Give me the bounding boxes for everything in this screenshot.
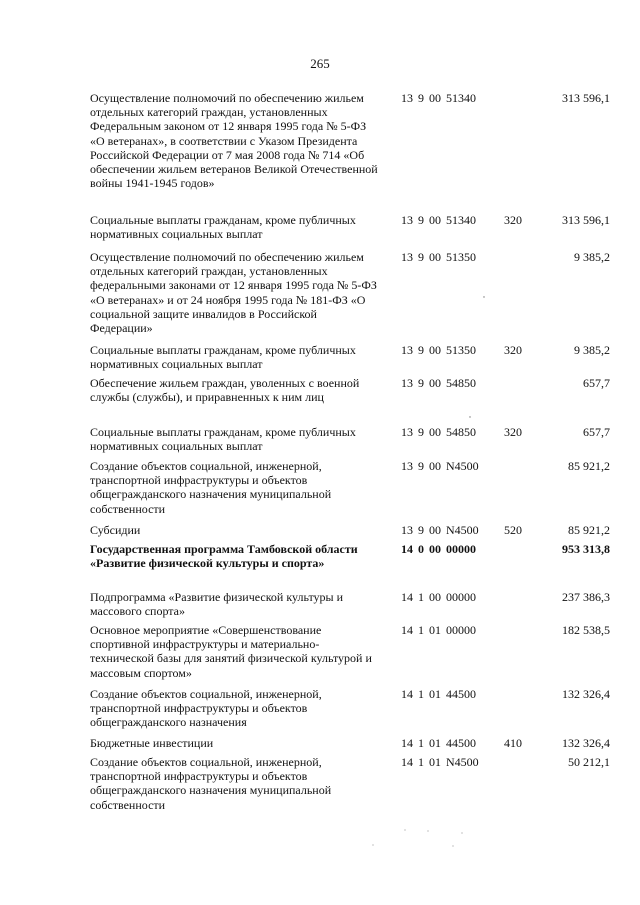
row-amount: 657,7 xyxy=(583,376,610,390)
row-code: 13 9 00 51340 xyxy=(401,213,476,227)
page-number: 265 xyxy=(310,56,330,71)
row-name: Социальные выплаты гражданам, кроме публичных нормативных социальных выплат xyxy=(90,425,356,454)
row-name: Социальные выплаты гражданам, кроме публичных нормативных социальных выплат xyxy=(90,343,356,372)
row-amount: 313 596,1 xyxy=(562,91,610,105)
row-code: 13 9 00 N4500 xyxy=(401,459,479,473)
row-name: Государственная программа Тамбовской области «Развитие физической культуры и спорта» xyxy=(90,542,358,571)
row-amount: 85 921,2 xyxy=(568,459,610,473)
row-name: Обеспечение жильем граждан, уволенных с военной службы (службы), и приравненных к ним лиц xyxy=(90,376,360,405)
row-amount: 50 212,1 xyxy=(568,755,610,769)
row-name: Создание объектов социальной, инженерной, транспортной инфраструктуры и объектов общегражданского назначения муниципальной собственности xyxy=(90,459,332,516)
row-code: 14 1 01 N4500 xyxy=(401,755,479,769)
row-expense-type: 320 xyxy=(504,343,522,357)
row-amount: 9 385,2 xyxy=(574,250,610,264)
row-name: Бюджетные инвестиции xyxy=(90,736,214,750)
row-amount: 313 596,1 xyxy=(562,213,610,227)
row-code: 13 9 00 51340 xyxy=(401,91,476,105)
row-name: Осуществление полномочий по обеспечению жильем отдельных категорий граждан, установленных федеральными законами от 12 января 1995 года № 5-ФЗ «О ветеранах» и от 24 ноября 1995 года № 181-ФЗ «О социальной защите инвалидов в Российской Федерации» xyxy=(90,250,377,336)
row-name: Создание объектов социальной, инженерной, транспортной инфраструктуры и объектов общегражданского назначения xyxy=(90,687,322,730)
row-code: 14 1 01 44500 xyxy=(401,736,476,750)
row-amount: 237 386,3 xyxy=(562,590,610,604)
row-amount: 132 326,4 xyxy=(562,736,610,750)
row-name: Создание объектов социальной, инженерной, транспортной инфраструктуры и объектов общегражданского назначения муниципальной собственности xyxy=(90,755,332,812)
row-name: Субсидии xyxy=(90,523,141,537)
row-code: 13 9 00 54850 xyxy=(401,425,476,439)
row-code: 13 9 00 51350 xyxy=(401,250,476,264)
row-code: 14 1 01 44500 xyxy=(401,687,476,701)
row-code: 14 1 01 00000 xyxy=(401,623,476,637)
row-code: 13 9 00 54850 xyxy=(401,376,476,390)
row-code: 14 1 00 00000 xyxy=(401,590,476,604)
row-amount: 85 921,2 xyxy=(568,523,610,537)
row-amount: 132 326,4 xyxy=(562,687,610,701)
row-code: 13 9 00 N4500 xyxy=(401,523,479,537)
row-amount: 9 385,2 xyxy=(574,343,610,357)
row-code: 14 0 00 00000 xyxy=(401,542,476,556)
row-name: Подпрограмма «Развитие физической культуры и массового спорта» xyxy=(90,590,344,619)
row-name: Основное мероприятие «Совершенствование спортивной инфраструктуры и материально-технической базы для занятий физической культурой и массовым спортом» xyxy=(90,623,372,680)
row-name: Осуществление полномочий по обеспечению жильем отдельных категорий граждан, установленных Федеральным законом от 12 января 1995 года № 5-ФЗ «О ветеранах», в соответствии с Указом Президента Российской Федерации от 7 мая 2008 года № 714 «Об обеспечении жильем ветеранов Великой Отечественной войны 1941-1945 годов» xyxy=(90,91,378,191)
row-amount: 657,7 xyxy=(583,425,610,439)
row-amount: 953 313,8 xyxy=(562,542,610,556)
row-expense-type: 410 xyxy=(504,736,522,750)
row-amount: 182 538,5 xyxy=(562,623,610,637)
row-expense-type: 320 xyxy=(504,425,522,439)
row-code: 13 9 00 51350 xyxy=(401,343,476,357)
row-expense-type: 320 xyxy=(504,213,522,227)
row-name: Социальные выплаты гражданам, кроме публичных нормативных социальных выплат xyxy=(90,213,356,242)
row-expense-type: 520 xyxy=(504,523,522,537)
